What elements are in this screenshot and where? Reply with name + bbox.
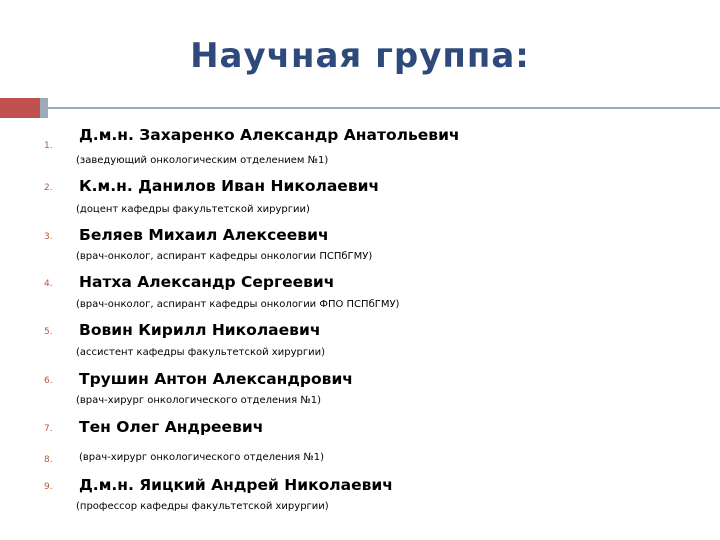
member-role: (врач-хирург онкологического отделения №1) — [76, 395, 322, 406]
item-number: 4. — [44, 279, 53, 289]
item-number: 5. — [44, 327, 53, 337]
item-number: 3. — [44, 232, 53, 242]
member-role: (доцент кафедры факультетской хирургии) — [76, 204, 310, 215]
item-number: 2. — [44, 183, 53, 193]
member-name: Беляев Михаил Алексеевич — [79, 226, 329, 244]
member-name: К.м.н. Данилов Иван Николаевич — [79, 177, 380, 195]
member-name: Трушин Антон Александрович — [79, 370, 353, 388]
item-number: 7. — [44, 424, 53, 434]
slide-title: Научная группа: — [190, 36, 530, 76]
member-name: Д.м.н. Захаренко Александр Анатольевич — [79, 126, 460, 144]
item-number: 8. — [44, 455, 53, 465]
item-number: 6. — [44, 376, 53, 386]
member-name: Тен Олег Андреевич — [79, 418, 264, 436]
item-number: 1. — [44, 141, 53, 151]
member-name: Натха Александр Сергеевич — [79, 273, 335, 291]
member-name: Вовин Кирилл Николаевич — [79, 321, 321, 339]
member-role: (заведующий онкологическим отделением №1) — [76, 155, 329, 166]
item-number: 9. — [44, 482, 53, 492]
member-role: (ассистент кафедры факультетской хирургии) — [76, 347, 325, 358]
member-role: (врач-онколог, аспирант кафедры онкологии ФПО ПСПбГМУ) — [76, 299, 400, 310]
member-role: (профессор кафедры факультетской хирургии) — [76, 501, 329, 512]
member-role: (врач-онколог, аспирант кафедры онкологии ПСПбГМУ) — [76, 251, 373, 262]
member-name: Д.м.н. Яицкий Андрей Николаевич — [79, 476, 393, 494]
member-role: (врач-хирург онкологического отделения №1) — [79, 452, 325, 463]
